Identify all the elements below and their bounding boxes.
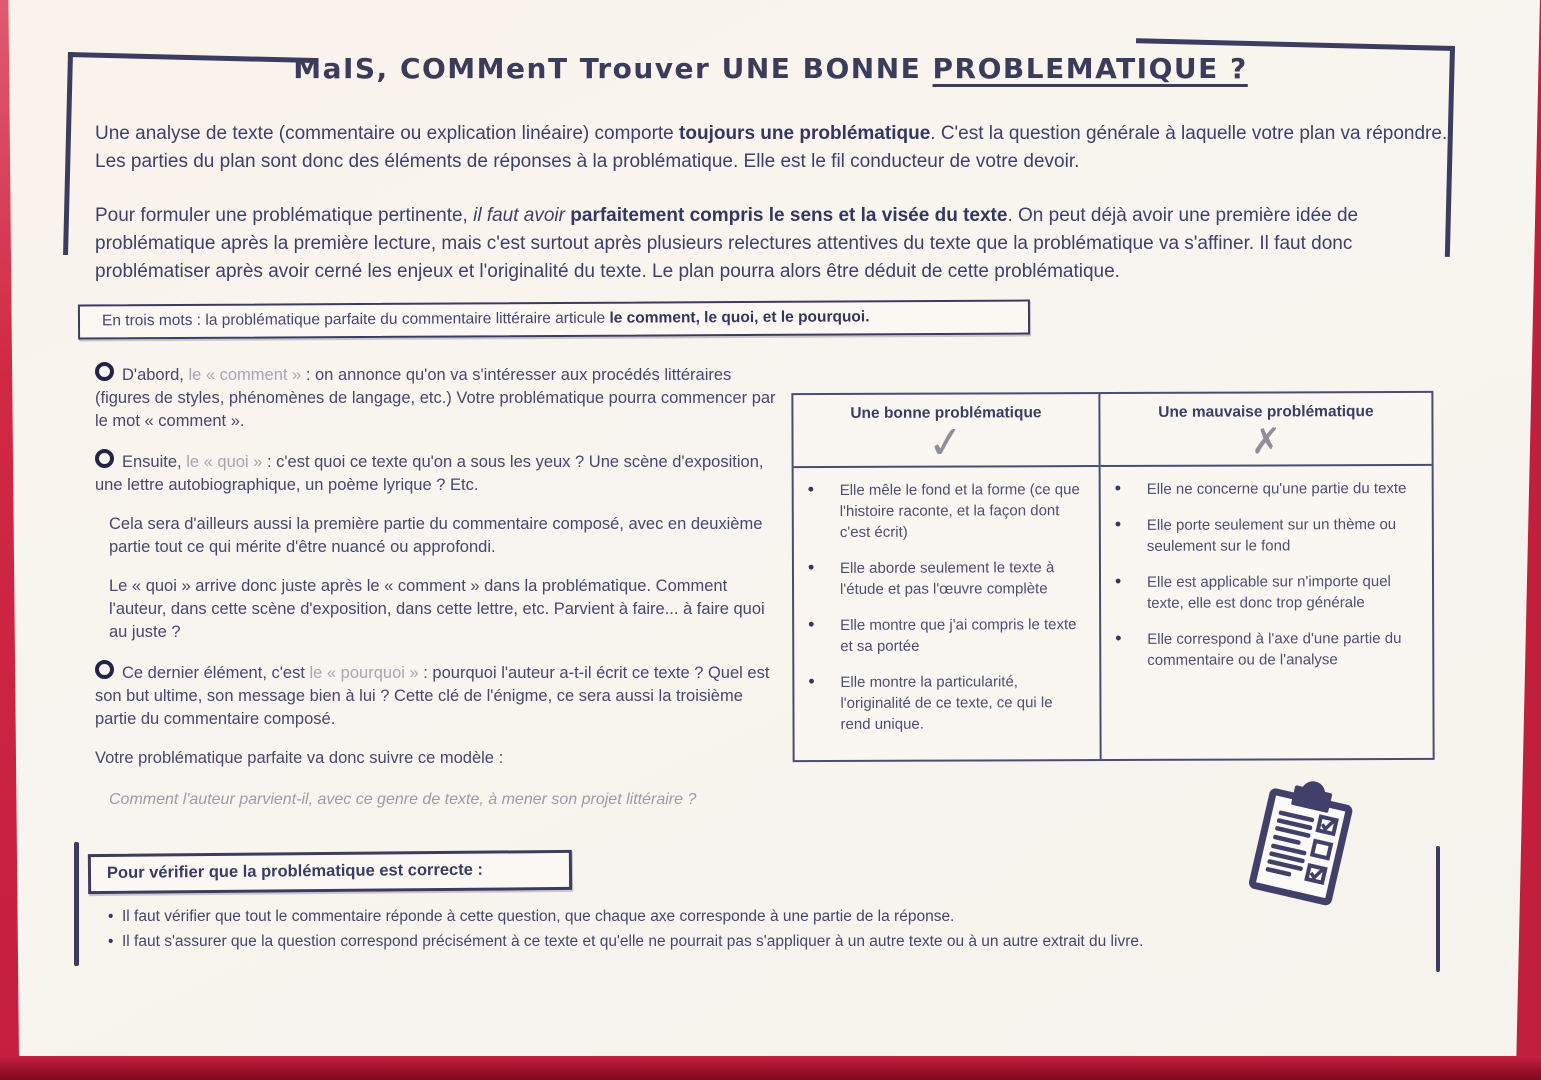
method-column	[95, 362, 781, 811]
good-items-list	[794, 479, 1100, 750]
checkmark-icon: ✓	[924, 415, 968, 471]
page-title-underlined: PROBLEMATIQUE ?	[932, 52, 1248, 85]
bad-problematique-column	[1100, 393, 1432, 759]
method-subparagraph-1: Cela sera d'ailleurs aussi la première partie du commentaire composé, avec en deuxième partie tout ce qui mérite d'être nuancé ou approfondi.	[109, 515, 763, 556]
b1-rest: : on annonce qu'on va s'intéresser aux procédés littéraires (figures de styles, phénomènes de langage, etc.) Votre problématique pourra commencer par le mot « comment ».	[95, 366, 776, 430]
method-bullet-quoi	[95, 449, 781, 497]
verify-box-title: Pour vérifier que la problématique est correcte :	[88, 850, 572, 894]
ring-bullet-icon	[95, 660, 114, 679]
intro-p1-text: Une analyse de texte (commentaire ou explication linéaire) comporte	[95, 123, 680, 144]
red-binder-edge-left	[0, 0, 20, 1080]
verify-checklist	[106, 904, 1442, 954]
intro-section	[95, 120, 1467, 312]
page-title-plain: MaIS, COMMenT Trouver UNE BONNE	[293, 52, 933, 85]
method-bullet-pourquoi-text	[95, 660, 781, 731]
banner-bold: le comment, le quoi, et le pourquoi.	[609, 308, 870, 327]
b2-keyword: le « quoi »	[186, 453, 263, 471]
good-column-header	[793, 394, 1098, 471]
list-item: • Elle ne concerne qu'une partie du texte	[1111, 478, 1418, 500]
page-title	[0, 52, 1541, 85]
ring-bullet-icon	[95, 362, 114, 381]
list-item: • Elle correspond à l'axe d'une partie du commentaire ou de l'analyse	[1111, 628, 1418, 671]
intro-paragraph-2	[95, 202, 1467, 286]
intro-p2-text: Pour formuler une problématique pertinente,	[95, 205, 474, 226]
good-problematique-column	[793, 394, 1101, 760]
method-bullet-pourquoi	[95, 660, 781, 731]
list-item: • Elle montre que j'ai compris le texte et sa portée	[804, 614, 1085, 657]
b2-lead: Ensuite,	[122, 453, 187, 471]
ring-bullet-icon	[95, 449, 114, 468]
checklist-clipboard-icon	[1240, 770, 1365, 911]
model-example-line: Comment l'auteur parvient-il, avec ce genre de texte, à mener son projet littéraire ?	[109, 791, 697, 808]
bad-header-label: Une mauvaise problématique	[1158, 403, 1374, 421]
intro-p2-italic: il faut avoir	[473, 205, 571, 226]
method-bullet-comment	[95, 362, 781, 433]
intro-p2-bold: parfaitement compris le sens et la visée du texte	[570, 205, 1008, 226]
footer-bracket-left	[74, 842, 79, 966]
bad-items-list	[1101, 478, 1433, 686]
list-item: • Elle est applicable sur n'importe quel texte, elle est donc trop générale	[1111, 571, 1418, 614]
model-intro-line: Votre problématique parfaite va donc suivre ce modèle :	[95, 749, 504, 767]
intro-p1-bold: toujours une problématique	[679, 123, 931, 144]
b3-lead: Ce dernier élément, c'est	[122, 664, 310, 682]
good-header-label: Une bonne problématique	[850, 404, 1042, 422]
list-item: • Elle montre la particularité, l'originalité de ce texte, ce qui le rend unique.	[804, 671, 1085, 735]
b3-rest: : pourquoi l'auteur a-t-il écrit ce texte ? Quel est son but ultime, son message bien à lui ? Cette clé de l'énigme, ce sera aussi la troisième partie du commentaire composé.	[95, 664, 770, 728]
b2-rest: : c'est quoi ce texte qu'on a sous les yeux ? Une scène d'exposition, une lettre autobiographique, un poème lyrique ? Etc.	[95, 453, 764, 494]
list-item: • Il faut s'assurer que la question correspond précisément à ce texte et qu'elle ne pourrait pas s'appliquer à un autre texte ou à un autre extrait du livre.	[106, 929, 1442, 954]
intro-p1-text-end: . C'est la question générale à laquelle votre plan va répondre. Les parties du plan sont donc des éléments de réponses à la problématique. Elle est le fil conducteur de votre devoir.	[95, 123, 1448, 172]
three-words-banner	[78, 300, 1030, 340]
red-binder-edge-bottom	[0, 1056, 1541, 1080]
cross-icon: ✗	[1250, 421, 1282, 463]
method-bullet-quoi-text	[95, 449, 781, 497]
list-item: • Elle mêle le fond et la forme (ce que l'histoire raconte, et la façon dont c'est écrit)	[804, 479, 1085, 543]
good-vs-bad-table	[791, 391, 1434, 762]
list-item: • Elle aborde seulement le texte à l'étude et pas l'œuvre complète	[804, 557, 1085, 600]
intro-paragraph-1	[95, 120, 1467, 176]
b3-keyword: le « pourquoi »	[309, 664, 419, 682]
banner-text: En trois mots : la problématique parfaite du commentaire littéraire articule	[101, 309, 610, 330]
bad-column-header	[1100, 393, 1431, 467]
b1-lead: D'abord,	[122, 366, 189, 384]
b1-keyword: le « comment »	[188, 366, 302, 384]
method-subparagraph-2: Le « quoi » arrive donc juste après le « comment » dans la problématique. Comment l'auteur, dans cette scène d'exposition, dans cette lettre, etc. Parvient à faire... à faire quoi au juste ?	[109, 577, 765, 641]
list-item: • Elle porte seulement sur un thème ou seulement sur le fond	[1111, 514, 1418, 557]
method-bullet-comment-text	[95, 362, 781, 433]
red-binder-edge-right	[1507, 0, 1541, 1080]
list-item: • Il faut vérifier que tout le commentaire réponde à cette question, que chaque axe corresponde à une partie de la réponse.	[106, 904, 1442, 929]
intro-p2-text-end: . On peut déjà avoir une première idée de problématique après la première lecture, mais c'est surtout après plusieurs relectures attentives du texte que la problématique va s'affiner. Il faut donc problématiser après avoir cerné les enjeux et l'originalité du texte. Le plan pourra alors être déduit de cette problématique.	[95, 205, 1359, 282]
